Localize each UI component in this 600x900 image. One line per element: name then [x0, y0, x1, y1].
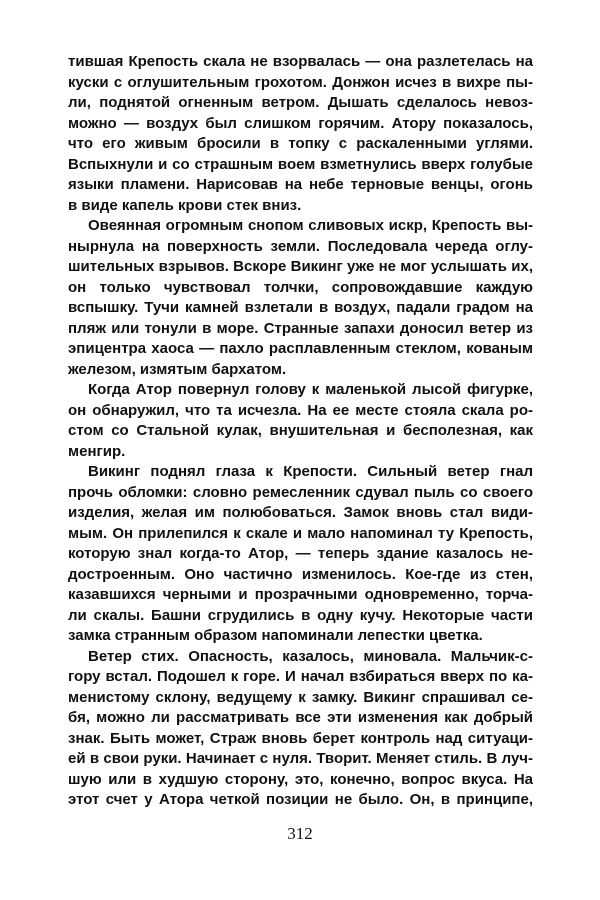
text-line: изделия, желая им полюбоваться. Замок вновь стал види-	[68, 504, 533, 521]
text-line: гору встал. Подошел к горе. И начал взбираться вверх по ка-	[68, 668, 533, 685]
text-line: тившая Крепость скала не взорвалась — она разлетелась на	[68, 53, 533, 70]
text-line: менгир.	[68, 442, 126, 460]
text-line: в виде капель крови стек вниз.	[68, 196, 302, 214]
text-line: языки пламени. Нарисовав на небе терновые венцы, огонь	[68, 176, 533, 193]
text-line: ли, поднятой огненным ветром. Дышать сделалось невоз-	[68, 94, 533, 111]
paragraph	[68, 216, 533, 380]
text-line: казавшихся черными и прозрачными одновременно, торча-	[68, 586, 533, 603]
text-line: железом, измятым бархатом.	[68, 360, 287, 378]
text-line: достроенным. Оно частично изменилось. Кое-где из стен,	[68, 565, 533, 583]
text-line: Когда Атор повернул голову к маленькой лысой фигурке,	[88, 381, 533, 398]
text-line: ей в свои руки. Начинает с нуля. Творит. Меняет стиль. В луч-	[68, 750, 533, 767]
text-line: шую или в худшую сторону, это, конечно, вопрос вкуса. На	[68, 770, 533, 788]
text-line: куски с оглушительным грохотом. Донжон исчез в вихре пы-	[68, 73, 533, 91]
text-line: он обнаружил, что та исчезла. На ее месте стояла скала ро-	[68, 401, 533, 419]
text-line: менистому склону, ведущему к замку. Викинг спрашивал се-	[68, 688, 533, 706]
text-line: ли скалы. Башни сгрудились в одну кучу. Некоторые части	[68, 606, 533, 624]
text-line: эпицентра хаоса — пахло расплавленным стеклом, кованым	[68, 340, 533, 357]
paragraph	[68, 647, 533, 811]
text-line: Викинг поднял глаза к Крепости. Сильный ветер гнал	[88, 463, 533, 480]
paragraph	[68, 462, 533, 647]
text-line: которую знал когда-то Атор, — теперь здание казалось не-	[68, 545, 533, 562]
text-line: Овеянная огромным снопом сливовых искр, Крепость вы-	[88, 217, 533, 234]
text-line: бя, можно ли рассматривать все эти изменения как добрый	[68, 709, 533, 726]
text-line: этот счет у Атора четкой позиции не было. Он, в принципе,	[68, 791, 533, 808]
page-number: 312	[287, 824, 313, 843]
text-line: мым. Он прилепился к скале и мало напоминал ту Крепость,	[68, 524, 533, 542]
text-line: он только чувствовал толчки, сопровождавшие каждую	[68, 278, 533, 296]
text-line: прочь обломки: словно ремесленник сдувал пыль со своего	[68, 483, 533, 501]
text-line: можно — воздух был слишком горячим. Атору показалось,	[68, 114, 533, 132]
paragraph	[68, 52, 533, 216]
text-line: шительных взрывов. Вскоре Викинг уже не мог услышать их,	[68, 258, 533, 275]
text-line: замка странным образом напоминали лепестки цветка.	[68, 627, 483, 644]
text-line: пляж или тонули в море. Странные запахи доносил ветер из	[68, 319, 533, 337]
paragraph	[68, 380, 533, 462]
text-line: Ветер стих. Опасность, казалось, миновала. Мальчик-с-	[88, 647, 533, 665]
text-line: Вспыхнули и со страшным воем взметнулись вверх голубые	[68, 155, 533, 173]
text-line: стом со Стальной кулак, внушительная и бесполезная, как	[68, 422, 533, 439]
text-line: нырнула на поверхность земли. Последовала череда оглу-	[68, 237, 533, 255]
text-line: вспышку. Тучи камней взлетали в воздух, падали градом на	[68, 299, 533, 316]
text-line: знак. Быть может, Страж вновь берет контроль над ситуаци-	[68, 729, 533, 747]
text-line: что его живым бросили в топку с раскаленными углями.	[68, 135, 533, 152]
page-body	[68, 52, 533, 811]
